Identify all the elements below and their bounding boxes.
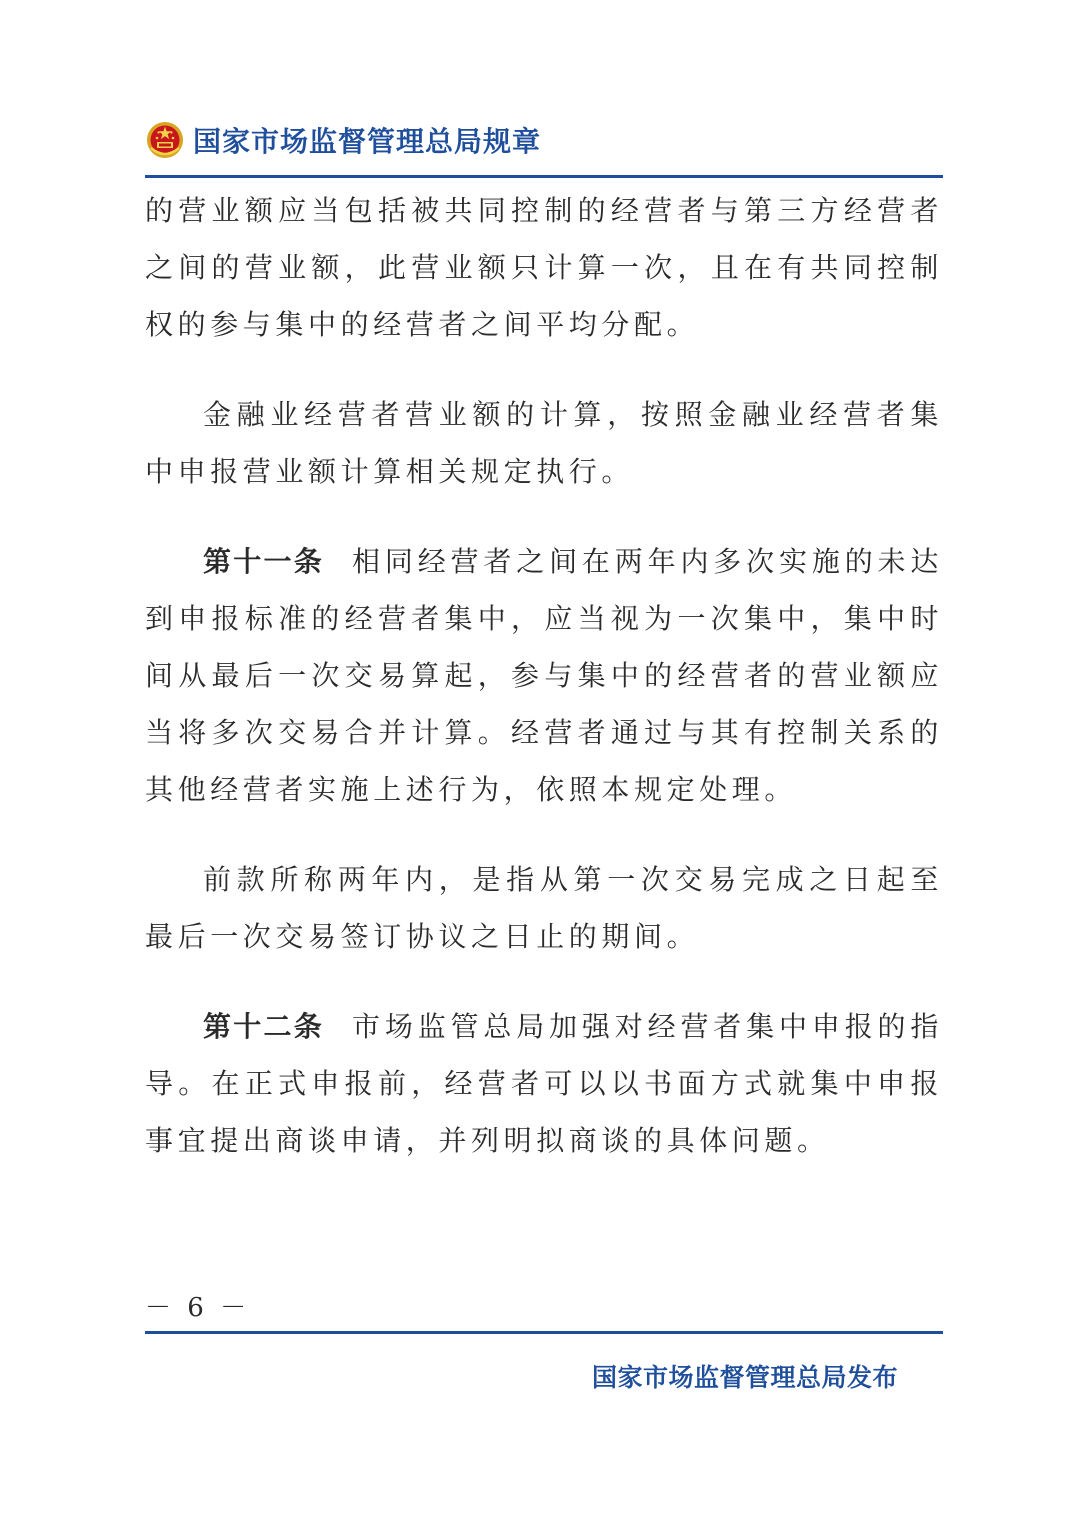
paragraph-text: 的营业额应当包括被共同控制的经营者与第三方经营者之间的营业额，此营业额只计算一次，且在有共同控制权的参与集中的经营者之间平均分配。 [145, 194, 943, 341]
header-title: 国家市场监督管理总局规章 [193, 125, 542, 158]
paragraph-text: 相同经营者之间在两年内多次实施的未达到申报标准的经营者集中，应当视为一次集中，集中时间从最后一次交易算起，参与集中的经营者的营业额应当将多次交易合并计算。经营者通过与其有控制关系的其他经营者实施上述行为，依照本规定处理。 [145, 545, 943, 806]
page-header [145, 112, 943, 168]
article-paragraph [145, 998, 943, 1169]
paragraph-text: 前款所称两年内，是指从第一次交易完成之日起至最后一次交易签订协议之日止的期间。 [145, 863, 943, 953]
footer-divider [145, 1331, 943, 1334]
article-paragraph [145, 533, 943, 818]
paragraph [145, 182, 943, 353]
publisher-footer: 国家市场监督管理总局发布 [591, 1363, 898, 1392]
article-label: 第十二条 [203, 1010, 324, 1043]
paragraph [145, 851, 943, 965]
paragraph [145, 386, 943, 500]
header-divider [145, 175, 943, 178]
article-label: 第十一条 [203, 545, 324, 578]
page-number: － 6 － [145, 1293, 251, 1323]
paragraph-text: 金融业经营者营业额的计算，按照金融业经营者集中申报营业额计算相关规定执行。 [145, 398, 943, 488]
national-emblem-icon [145, 120, 185, 160]
document-body [145, 182, 943, 1202]
paragraph-text: 市场监管总局加强对经营者集中申报的指导。在正式申报前，经营者可以以书面方式就集中申报事宜提出商谈申请，并列明拟商谈的具体问题。 [145, 1010, 943, 1157]
